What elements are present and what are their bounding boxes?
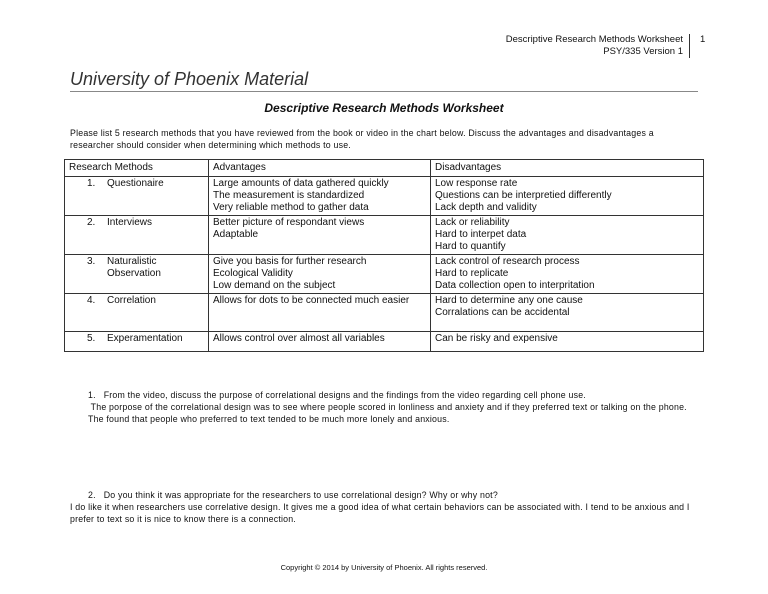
header-doc-title: Descriptive Research Methods Worksheet: [505, 34, 683, 45]
method-number: 3.: [87, 256, 96, 267]
advantages-item: The measurement is standardized: [213, 190, 365, 201]
advantages-item: Better picture of respondant views: [213, 217, 365, 228]
running-header: [506, 34, 690, 58]
method-cell: [65, 332, 209, 352]
advantages-cell: [209, 294, 431, 332]
method-cell: [65, 294, 209, 332]
method-cell: [65, 216, 209, 255]
copyright-footer: Copyright © 2014 by University of Phoenix. All rights reserved.: [280, 563, 488, 572]
table-row: [65, 255, 704, 294]
table-row: [65, 216, 704, 255]
method-cell: [65, 255, 209, 294]
advantages-cell: [209, 216, 431, 255]
method-label: Interviews: [107, 217, 153, 228]
question-block: [70, 389, 700, 425]
method-name: [69, 178, 204, 190]
disadvantages-item: Hard to quantify: [435, 241, 506, 252]
table-header-row: [65, 160, 704, 177]
disadvantages-cell: [431, 255, 704, 294]
answer-body: The porpose of the correlational design was to see where people scored in lonliness and anxiety and if they preferred text or talking on the phone. The found that people who preferred to text tended to be much more lonely and anxious.: [88, 402, 687, 424]
disadvantages-cell: [431, 332, 704, 352]
disadvantages-cell: [431, 216, 704, 255]
question-prompt: From the video, discuss the purpose of correlational designs and the findings from the video regarding cell phone use.: [103, 390, 586, 400]
disadvantages-item: Questions can be interpretied differently: [435, 190, 612, 201]
method-label: Observation: [107, 268, 161, 279]
table-row: [65, 177, 704, 216]
method-label: Correlation: [107, 295, 156, 306]
question-prompt: Do you think it was appropriate for the researchers to use correlational design? Why or why not?: [103, 490, 498, 500]
method-name: [69, 333, 204, 345]
method-name: [69, 217, 204, 229]
answer-text: I do like it when researchers use correlative design. It gives me a good idea of what certain behaviors can be associated with. I tend to be anxious and I prefer to text so it is nice to know there is a connection.: [70, 502, 690, 524]
column-header: Advantages: [209, 160, 431, 177]
method-label: Experamentation: [107, 333, 183, 344]
method-label: Questionaire: [107, 178, 164, 189]
question-text: [70, 389, 700, 401]
method-number: 4.: [87, 295, 96, 306]
worksheet-title: Descriptive Research Methods Worksheet: [264, 101, 504, 115]
advantages-item: Allows for dots to be connected much easier: [213, 295, 410, 306]
research-methods-table: [64, 159, 704, 352]
disadvantages-item: Lack control of research process: [435, 256, 580, 267]
advantages-item: Give you basis for further research: [213, 256, 367, 267]
advantages-item: Allows control over almost all variables: [213, 333, 385, 344]
method-number: 5.: [87, 333, 96, 344]
advantages-cell: [209, 177, 431, 216]
advantages-item: Low demand on the subject: [213, 280, 336, 291]
disadvantages-cell: [431, 294, 704, 332]
question-block: [70, 489, 700, 525]
disadvantages-item: Lack or reliability: [435, 217, 510, 228]
question-text: [70, 489, 700, 501]
disadvantages-item: Hard to replicate: [435, 268, 509, 279]
header-course: PSY/335 Version 1: [603, 46, 683, 57]
table-body: [65, 177, 704, 352]
method-label: Naturalistic: [107, 256, 157, 267]
column-header: Research Methods: [65, 160, 209, 177]
column-header: Disadvantages: [431, 160, 704, 177]
method-number: 2.: [87, 217, 96, 228]
method-name: [69, 295, 204, 307]
answer-text: [70, 401, 700, 425]
disadvantages-item: Hard to determine any one cause: [435, 295, 583, 306]
question-number: 2.: [88, 490, 96, 500]
disadvantages-item: Low response rate: [435, 178, 518, 189]
method-number: 1.: [87, 178, 96, 189]
disadvantages-item: Hard to interpet data: [435, 229, 527, 240]
question-number: 1.: [88, 390, 96, 400]
table-row: [65, 332, 704, 352]
page-number: 1: [700, 34, 706, 45]
disadvantages-cell: [431, 177, 704, 216]
disadvantages-item: Can be risky and expensive: [435, 333, 558, 344]
method-cell: [65, 177, 209, 216]
intro-paragraph: Please list 5 research methods that you have reviewed from the book or video in the chart below. Discuss the advantages and disadvantages a researcher should consider when determining which methods to use.: [70, 128, 654, 150]
method-name: [69, 256, 204, 268]
heading-rule: [70, 91, 698, 92]
advantages-item: Very reliable method to gather data: [213, 202, 369, 213]
table-row: [65, 294, 704, 332]
advantages-item: Ecological Validity: [213, 268, 293, 279]
disadvantages-item: Corralations can be accidental: [435, 307, 570, 318]
advantages-cell: [209, 332, 431, 352]
disadvantages-item: Data collection open to interpritation: [435, 280, 595, 291]
advantages-cell: [209, 255, 431, 294]
university-heading: University of Phoenix Material: [70, 69, 309, 89]
advantages-item: Large amounts of data gathered quickly: [213, 178, 389, 189]
method-name: [69, 268, 204, 280]
disadvantages-item: Lack depth and validity: [435, 202, 537, 213]
advantages-item: Adaptable: [213, 229, 259, 240]
